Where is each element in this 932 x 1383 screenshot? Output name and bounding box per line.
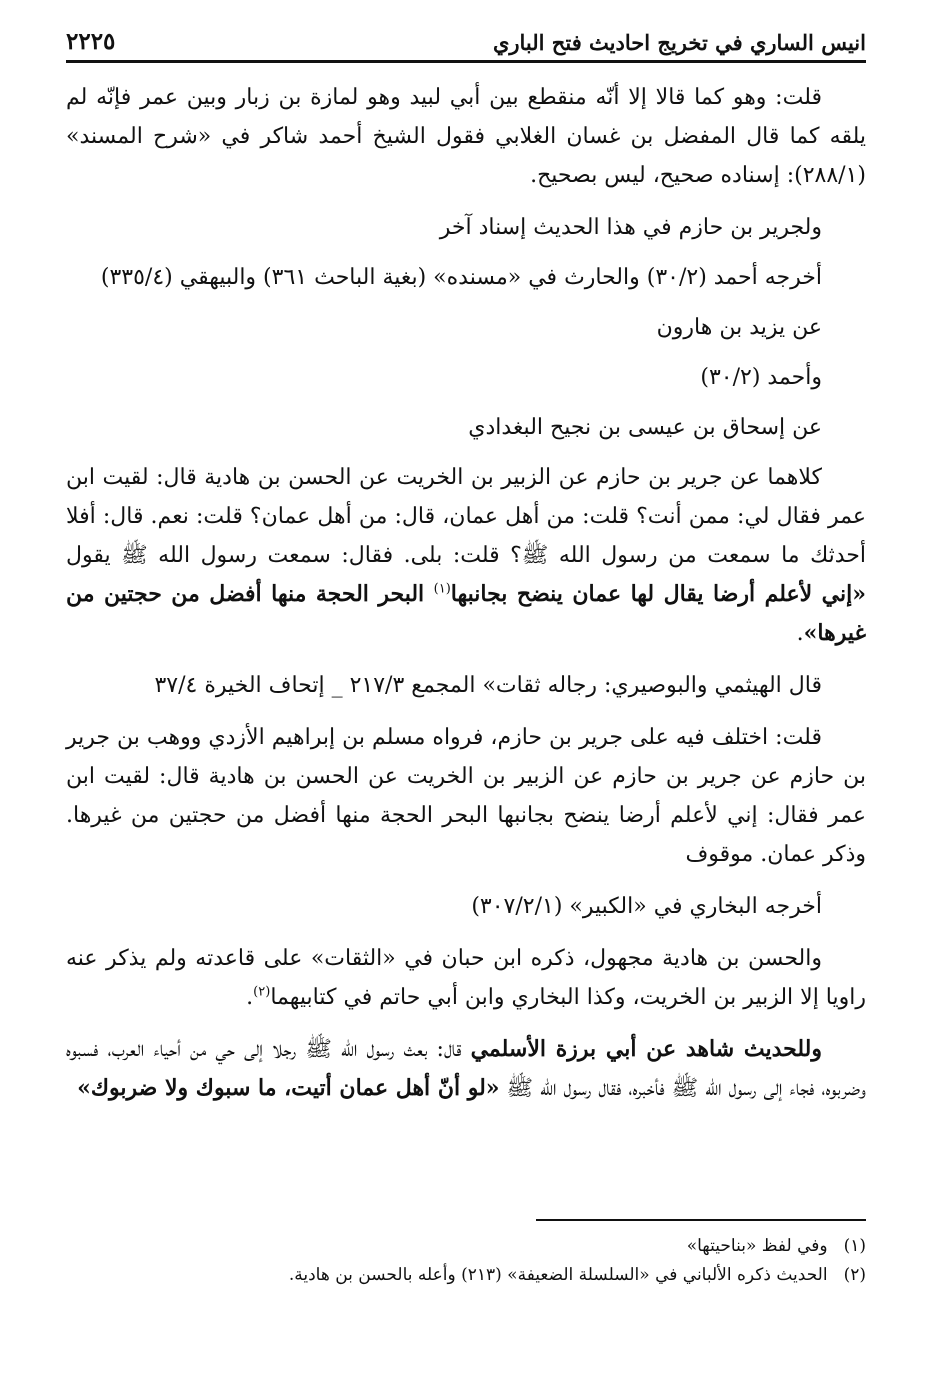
footnote-2: [66, 1261, 866, 1290]
paragraph-11: [66, 939, 866, 1017]
header-rule: [66, 60, 866, 63]
paragraph-12: [66, 1030, 866, 1108]
paragraph-3: أخرجه أحمد (٣٠/٢) والحارث في «مسنده» (بغية الباحث ٣٦١) والبيهقي (٣٣٥/٤): [100, 265, 822, 290]
paragraph-9: قلت: اختلف فيه على جرير بن حازم، فرواه مسلم بن إبراهيم الأزدي ووهب بن جرير بن حازم عن جرير بن حازم عن الزبير بن الخريت عن الحسن بن هادية قال: لقيت ابن عمر فقال: إني لأعلم أرضا ينضح بجانبها البحر الحجة منها أفضل من حجتين من غيرها. وذكر عمان. موقوف: [66, 725, 866, 867]
running-title: انيس الساري في تخريج احاديث فتح الباري: [492, 30, 866, 55]
footnote-ref-1: (١): [433, 581, 451, 597]
paragraph-5: وأحمد (٣٠/٢): [700, 365, 822, 390]
footnotes: [66, 1232, 866, 1290]
paragraph-6: عن إسحاق بن عيسى بن نجيح البغدادي: [468, 415, 822, 440]
paragraph-2: ولجرير بن حازم في هذا الحديث إسناد آخر: [439, 215, 822, 240]
footnote-ref-2: (٢): [253, 984, 271, 1000]
footnote-1: [66, 1232, 866, 1261]
paragraph-8: قال الهيثمي والبوصيري: رجاله ثقات» المجمع ٢١٧/٣ _ إتحاف الخيرة ٣٧/٤: [154, 673, 822, 698]
hadith-quote-1b: البحر الحجة منها أفضل من حجتين من غيرها»: [66, 581, 866, 646]
paragraph-10: أخرجه البخاري في «الكبير» (٣٠٧/٢/١): [471, 894, 822, 919]
paragraph-7: [66, 458, 866, 653]
paragraph-12-text: قال: بعث رسول الله ﷺ رجلا إلى حي من أحياء العرب، فسبوه وضربوه، فجاء إلى رسول الله ﷺ فأخبره، فقال رسول الله ﷺ: [66, 1037, 866, 1101]
footnote-text: الحديث ذكره الألباني في «السلسلة الضعيفة» (٢١٣) وأعله بالحسن بن هادية.: [288, 1265, 828, 1285]
paragraph-1: قلت: وهو كما قالا إلا أنّه منقطع بين أبي لبيد وهو لمازة بن زبار وبين عمر فإنّه لم يلقه كما قال المفضل بن غسان الغلابي فقول الشيخ أحمد شاكر في «شرح المسند» (٢٨٨/١): إسناده صحيح، ليس بصحيح.: [66, 85, 866, 188]
footnote-rule: [536, 1219, 866, 1221]
main-text: [66, 78, 866, 1121]
paragraph-7-end: .: [796, 621, 804, 646]
page-header: [66, 28, 866, 62]
paragraph-7-text: كلاهما عن جرير بن حازم عن الزبير بن الخريت عن الحسن بن هادية قال: لقيت ابن عمر فقال لي: ممن أنت؟ قلت: من أهل عمان، قال: من أهل عمان؟ قلت: نعم. قال: أفلا أحدثك ما سمعت من رسول الله ﷺ؟ قلت: بلى. فقال: سمعت رسول الله ﷺ يقول: [66, 465, 866, 568]
hadith-quote-2: «لو أنّ أهل عمان أتيت، ما سبوك ولا ضربوك»: [77, 1075, 500, 1101]
paragraph-4: عن يزيد بن هارون: [656, 315, 822, 340]
page-number: ٢٢٢٥: [66, 28, 116, 55]
hadith-quote-1a: «إني لأعلم أرضا يقال لها عمان ينضح بجانبها: [450, 581, 866, 607]
witness-heading: وللحديث شاهد عن أبي برزة الأسلمي: [470, 1036, 822, 1062]
paragraph-11-text: والحسن بن هادية مجهول، ذكره ابن حبان في «الثقات» على قاعدته ولم يذكر عنه راويا إلا الزبير بن الخريت، وكذا البخاري وابن أبي حاتم في كتابيهما: [66, 946, 866, 1010]
footnote-number: (١): [843, 1236, 866, 1256]
paragraph-11-end: .: [246, 985, 254, 1010]
footnote-text: وفي لفظ «بناحيتها»: [686, 1236, 828, 1256]
footnote-number: (٢): [843, 1265, 866, 1285]
